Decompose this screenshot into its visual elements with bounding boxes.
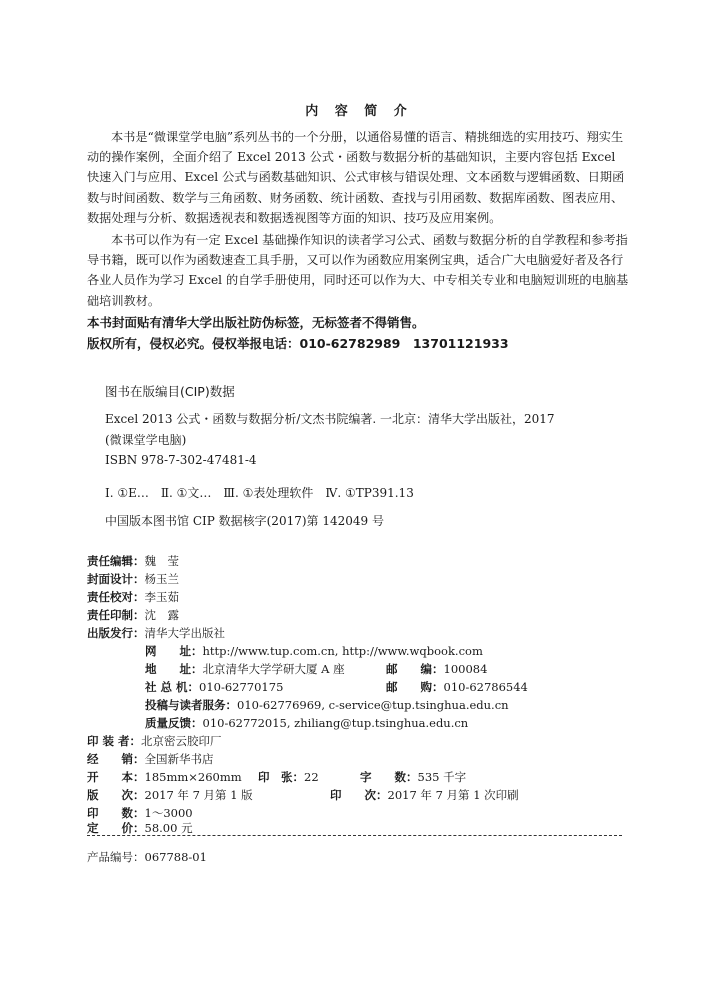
print-supervisor-row [87,607,179,623]
copyright-notice: 版权所有，侵权必究。侵权举报电话：010-62782989 13701121933 [87,336,509,351]
product-number-value: 067788-01 [144,850,207,864]
sheets-value: 22 [304,770,319,784]
reader-service-row [145,697,509,713]
price-label: 定 价： [87,821,145,835]
separator-rule [87,835,622,836]
impression-value: 2017 年 7 月第 1 次印刷 [387,788,519,802]
distributor-row [87,751,214,767]
summary-paragraph-1: 本书是“微课堂学电脑”系列丛书的一个分册，以通俗易懂的语言、精挑细选的实用技巧、翔实生动的操作案例，全面介绍了 Excel 2013 公式・函数与数据分析的基础知识，主要内容包括 Excel 快速入门与应用、Excel 公式与函数基础知识、公式审核与错误处理、文本函数与逻辑函数、日期函数与时间函数、数学与三角函数、财务函数、统计函数、查找与引用函数、数据库函数、图表应用、数据处理与分析、数据透视表和数据透视图等方面的知识、技巧及应用案例。 [87,130,625,225]
quality-feedback-label: 质量反馈： [145,716,203,730]
word-count-row [360,769,466,785]
price-row [87,820,193,836]
cover-design-value: 杨玉兰 [144,572,179,586]
impression-row [330,787,519,803]
proofreader-value: 李玉茹 [144,590,179,604]
switchboard-value: 010-62770175 [199,680,284,694]
printer-row [87,733,222,749]
cover-design-row [87,571,179,587]
mail-order-value: 010-62786544 [443,680,528,694]
distributor-label: 经 销： [87,752,145,766]
format-value: 185mm×260mm [144,770,242,784]
address-value: 北京清华大学学研大厦 A 座 [202,662,345,676]
switchboard-row [145,679,283,695]
copies-row [87,805,193,821]
website-row [145,643,483,659]
printer-label: 印 装 者： [87,734,142,748]
print-supervisor-value: 沈 露 [144,608,179,622]
website-label: 网 址： [145,644,203,658]
website-value: http://www.tup.com.cn, http://www.wqbook.com [202,644,483,658]
format-row [87,769,242,785]
copies-label: 印 数： [87,806,145,820]
editor-row [87,553,179,569]
cover-design-label: 封面设计： [87,572,145,586]
cip-line-2: (微课堂学电脑) [105,433,187,447]
impression-label: 印 次： [330,788,388,802]
print-supervisor-label: 责任印制： [87,608,145,622]
publisher-label: 出版发行： [87,626,145,640]
summary-title: 内 容 简 介 [305,104,413,119]
postcode-row [386,661,487,677]
cip-record-number: 中国版本图书馆 CIP 数据核字(2017)第 142049 号 [105,514,384,528]
anti-counterfeit-notice: 本书封面贴有清华大学出版社防伪标签，无标签者不得销售。 [87,315,425,330]
quality-feedback-row [145,715,468,731]
postcode-label: 邮 编： [386,662,444,676]
cip-isbn: ISBN 978-7-302-47481-4 [105,453,257,467]
summary-paragraph-2: 本书可以作为有一定 Excel 基础操作知识的读者学习公式、函数与数据分析的自学教程和参考指导书籍，既可以作为函数速查工具手册，又可以作为函数应用案例宝典，适合广大电脑爱好者及各行各业人员作为学习 Excel 的自学手册使用，同时还可以作为大、中专相关专业和电脑短训班的电脑基础培训教材。 [87,233,629,308]
product-number-label: 产品编号： [87,850,145,864]
proofreader-label: 责任校对： [87,590,145,604]
sheets-label: 印 张： [258,770,304,784]
format-label: 开 本： [87,770,145,784]
editor-value: 魏 莹 [144,554,179,568]
cip-line-1: Excel 2013 公式・函数与数据分析/文杰书院编著. 一北京：清华大学出版社，2017 [105,412,555,426]
word-count-label: 字 数： [360,770,418,784]
sheets-row [258,769,319,785]
publisher-value: 清华大学出版社 [144,626,225,640]
mail-order-label: 邮 购： [386,680,444,694]
reader-service-value: 010-62776969, c-service@tup.tsinghua.edu.cn [237,698,509,712]
word-count-value: 535 千字 [417,770,467,784]
mail-order-row [386,679,528,695]
quality-feedback-value: 010-62772015, zhiliang@tup.tsinghua.edu.cn [202,716,469,730]
address-label: 地 址： [145,662,203,676]
edition-row [87,787,253,803]
cip-heading: 图书在版编目(CIP)数据 [105,384,235,399]
cip-classification: Ⅰ. ①E… Ⅱ. ①文… Ⅲ. ①表处理软件 Ⅳ. ①TP391.13 [105,486,414,500]
printer-value: 北京密云胶印厂 [141,734,222,748]
proofreader-row [87,589,179,605]
reader-service-label: 投稿与读者服务： [145,698,237,712]
copies-value: 1～3000 [144,806,193,820]
product-number-row [87,849,207,865]
editor-label: 责任编辑： [87,554,145,568]
address-row [145,661,345,677]
publisher-row [87,625,225,641]
postcode-value: 100084 [443,662,488,676]
switchboard-label: 社 总 机： [145,680,200,694]
price-value: 58.00 元 [144,821,193,835]
edition-value: 2017 年 7 月第 1 版 [144,788,253,802]
distributor-value: 全国新华书店 [144,752,214,766]
edition-label: 版 次： [87,788,145,802]
